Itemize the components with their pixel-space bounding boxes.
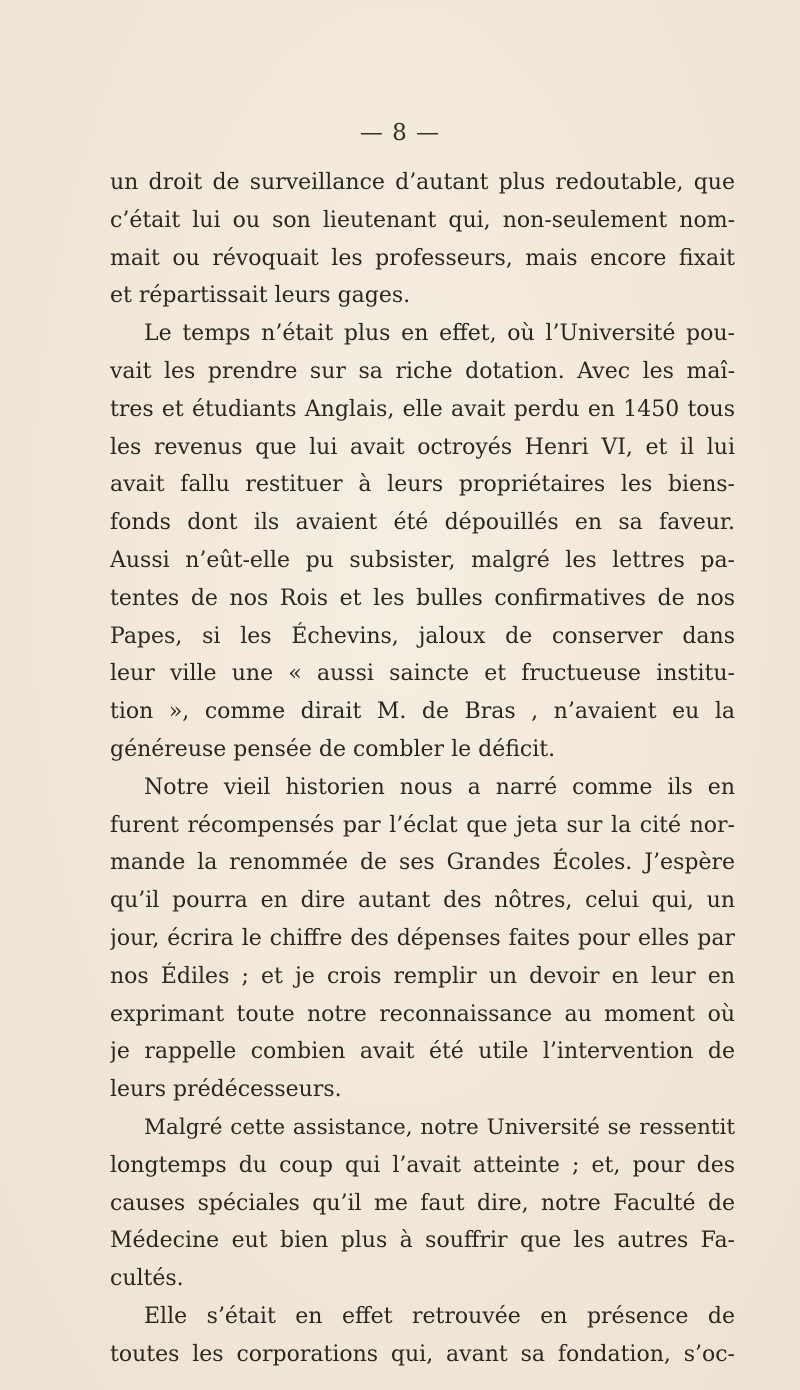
text-line: Médecine eut bien plus à souffrir que les autres Fa- <box>110 1228 735 1254</box>
text-line: avait fallu restituer à leurs propriétaires les biens- <box>110 472 735 498</box>
text-line: nos Édiles ; et je crois remplir un devoir en leur en <box>110 963 735 989</box>
text-line: les revenus que lui avait octroyés Henri VI, et il lui <box>110 434 735 460</box>
text-line: exprimant toute notre reconnaissance au moment où <box>110 1001 735 1027</box>
page-number: — 8 — <box>359 120 441 146</box>
text-line: un droit de surveillance d’autant plus redoutable, que <box>110 170 735 195</box>
text-line: je rappelle combien avait été utile l’intervention de <box>110 1039 735 1065</box>
text-line: mande la renommée de ses Grandes Écoles. J’espère <box>110 850 735 876</box>
text-line: Notre vieil historien nous a narré comme ils en <box>144 774 735 800</box>
text-line: tentes de nos Rois et les bulles confirmatives de nos <box>110 585 735 611</box>
text-line: et répartissait leurs gages. <box>110 283 411 309</box>
text-line: cultés. <box>110 1266 184 1292</box>
text-line: leur ville une « aussi saincte et fructueuse institu- <box>110 661 735 687</box>
text-line: leurs prédécesseurs. <box>110 1077 342 1103</box>
text-line: Aussi n’eût-elle pu subsister, malgré les lettres pa- <box>110 547 735 573</box>
text-line: Malgré cette assistance, notre Université se ressentit <box>144 1114 735 1140</box>
text-line: tion », comme dirait M. de Bras , n’avaient eu la <box>110 699 735 725</box>
text-line: toutes les corporations qui, avant sa fondation, s’oc- <box>110 1341 735 1367</box>
text-line: causes spéciales qu’il me faut dire, notre Faculté de <box>110 1190 735 1216</box>
text-line: qu’il pourra en dire autant des nôtres, celui qui, un <box>110 888 735 914</box>
text-line: vait les prendre sur sa riche dotation. Avec les maî- <box>110 358 735 384</box>
text-line: tres et étudiants Anglais, elle avait perdu en 1450 tous <box>110 396 735 422</box>
text-line: Papes, si les Échevins, jaloux de conserver dans <box>110 623 735 649</box>
body-text <box>110 164 735 1374</box>
text-line: c’était lui ou son lieutenant qui, non-seulement nom- <box>110 207 735 233</box>
text-line: fonds dont ils avaient été dépouillés en sa faveur. <box>110 510 735 536</box>
text-line: mait ou révoquait les professeurs, mais encore fixait <box>110 245 735 271</box>
text-line: généreuse pensée de combler le déficit. <box>110 736 556 762</box>
text-line: Elle s’était en effet retrouvée en présence de <box>144 1303 735 1329</box>
text-line: longtemps du coup qui l’avait atteinte ; et, pour des <box>110 1152 735 1178</box>
text-line: Le temps n’était plus en effet, où l’Université pou- <box>144 321 735 347</box>
text-line: furent récompensés par l’éclat que jeta sur la cité nor- <box>110 812 735 838</box>
text-line: jour, écrira le chiffre des dépenses faites pour elles par <box>110 925 735 951</box>
